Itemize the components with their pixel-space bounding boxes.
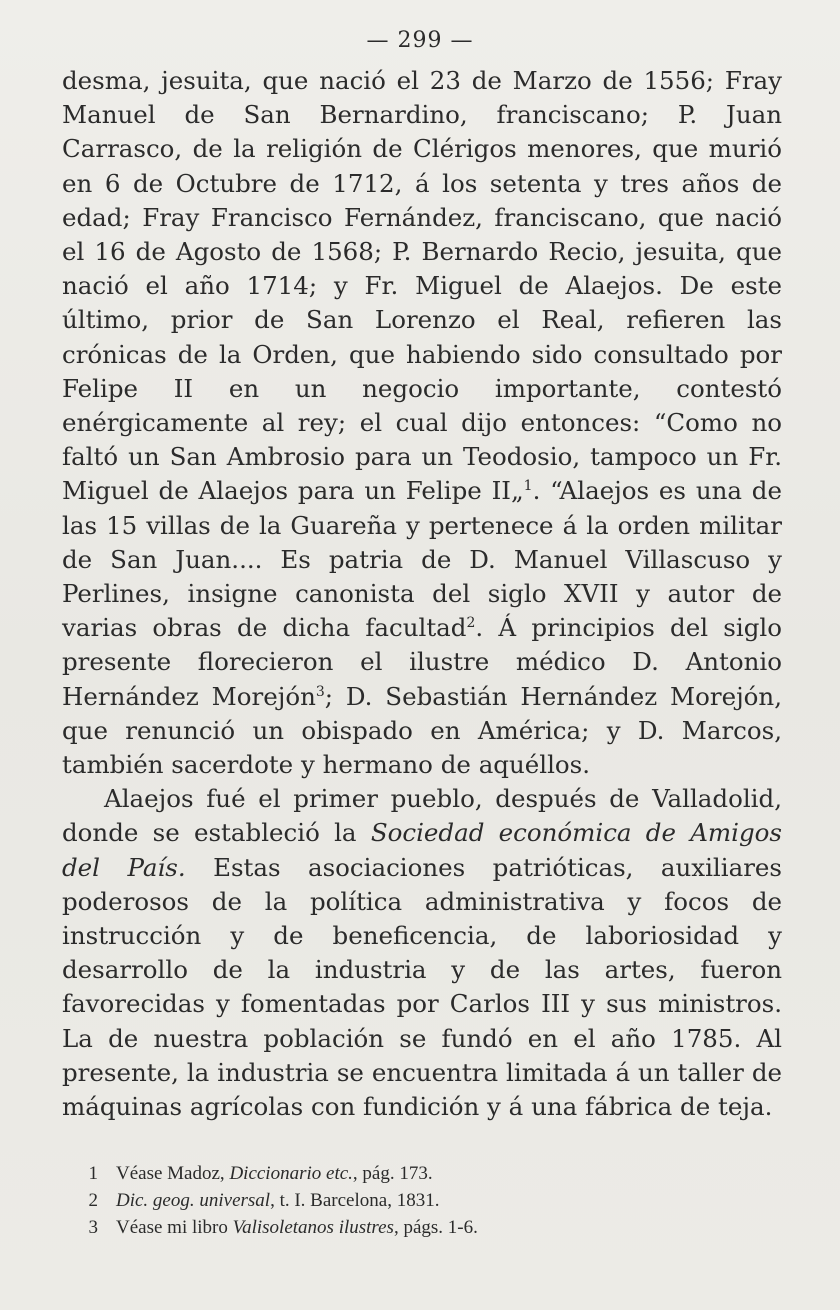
footnote-ref-3: 3: [315, 683, 325, 700]
footnote-italic-title: Dic. geog. universal: [116, 1190, 271, 1211]
footnote-italic-title: Diccionario etc.: [229, 1163, 353, 1184]
footnote-text-after: , pág. 173.: [352, 1163, 433, 1184]
footnote-text-after: , t. I. Barcelona, 1831.: [270, 1190, 440, 1211]
footnote-text: [116, 1187, 439, 1214]
footnotes: [84, 1160, 784, 1241]
footnote-text-before: Véase Madoz,: [116, 1163, 225, 1184]
footnote-number: 3: [88, 1217, 98, 1238]
footnote-ref-2: 2: [466, 615, 476, 632]
paragraph-1-text-d: ; D. Sebastián Hernández Morejón, que renunció un obispado en América; y D. Marcos, también sacerdote y hermano de aquéllos.: [62, 681, 782, 780]
paragraph-1-text-a: desma, jesuita, que nació el 23 de Marzo de 1556; Fray Manuel de San Bernardino, franciscano; P. Juan Carrasco, de la religión de Clérigos menores, que murió en 6 de Octubre de 1712, á los setenta y tres años de edad; Fray Francisco Fernández, franciscano, que nació el 16 de Agosto de 1568; P. Bernardo Recio, jesuita, que nació el año 1714; y Fr. Miguel de Alaejos. De este último, prior de San Lorenzo el Real, refieren las crónicas de la Orden, que habiendo sido consultado por Felipe II en un negocio importante, contestó enérgicamente al rey; el cual dijo entonces: “Como no faltó un San Ambrosio para un Teodosio, tampoco un Fr. Miguel de Alaejos para un Felipe II„: [62, 66, 782, 506]
paragraph-2-text-b: Estas asociaciones patrióticas, auxiliares poderosos de la política administrativa y focos de instrucción y de beneficencia, de laboriosidad y desarrollo de la industria y de las artes, fueron favorecidas y fomentadas por Carlos III y sus ministros. La de nuestra población se fundó en el año 1785. Al presente, la industria se encuentra limitada á un taller de máquinas agrícolas con fundición y á una fábrica de teja.: [62, 852, 782, 1122]
footnote-text-after: , págs. 1-6.: [393, 1217, 478, 1238]
footnote-number: 2: [88, 1190, 98, 1211]
footnote-italic-title: Valisoletanos ilustres: [232, 1217, 394, 1238]
page-number: — 299 —: [366, 28, 474, 53]
footnote-text-before: Véase mi libro: [116, 1217, 228, 1238]
society-name: Sociedad económica de Amigos del País.: [62, 818, 782, 882]
footnote-text: [116, 1160, 433, 1187]
footnote-3: [84, 1214, 784, 1241]
footnote-2: [84, 1187, 784, 1214]
footnote-number: 1: [88, 1163, 98, 1184]
paragraph-1: [62, 64, 782, 782]
paragraph-2: [62, 782, 782, 1124]
footnote-1: [84, 1160, 784, 1187]
footnote-text: [116, 1214, 478, 1241]
main-text: [62, 64, 782, 1124]
paragraph-1-text-c: . Á principios del siglo presente florecieron el ilustre médico D. Antonio Hernández Morejón: [62, 613, 782, 711]
footnote-ref-1: 1: [523, 478, 533, 495]
paragraph-2-text-a: Alaejos fué el primer pueblo, después de Valladolid, donde se estableció la: [62, 784, 782, 848]
paragraph-1-text-b: . “Alaejos es una de las 15 villas de la Guareña y pertenece á la orden militar de San Juan.... Es patria de D. Manuel Villascuso y Perlines, insigne canonista del siglo XVII y autor de varias obras de dicha facultad: [62, 476, 782, 643]
